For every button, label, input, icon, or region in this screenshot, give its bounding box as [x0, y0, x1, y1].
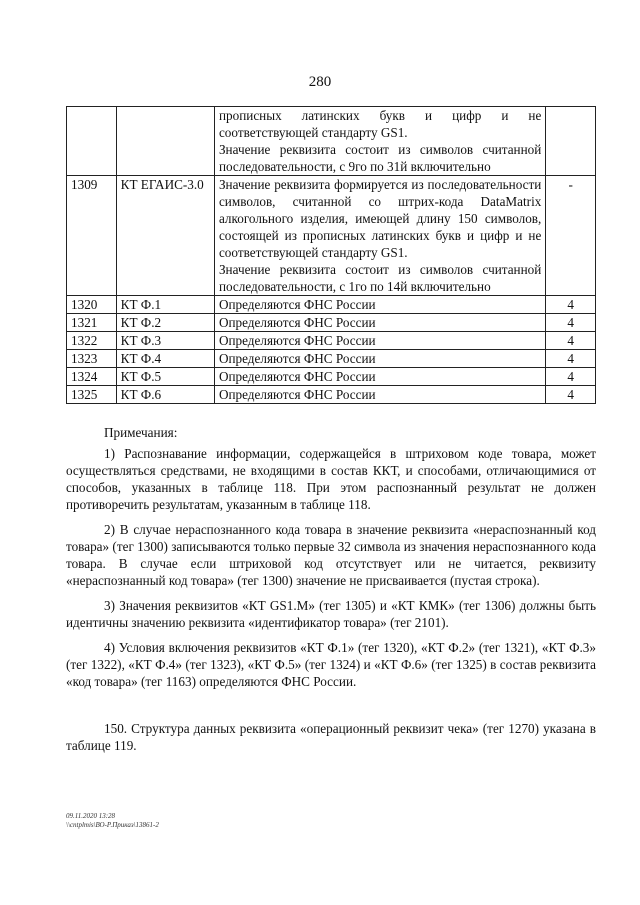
- cell-tag: 1324: [67, 368, 117, 386]
- table-row: [67, 332, 596, 350]
- notes-section: [66, 424, 596, 698]
- cell-description: [214, 350, 545, 368]
- footer-timestamp: 09.11.2020 13:28: [66, 812, 116, 820]
- footer-path: \\cntplmis\ВО-Р.Приказ\13861-2: [66, 821, 159, 829]
- cell-value: -: [546, 176, 596, 296]
- cell-tag: 1323: [67, 350, 117, 368]
- cell-description: [214, 296, 545, 314]
- table-row: [67, 296, 596, 314]
- description-paragraph: Определяются ФНС России: [218, 333, 376, 348]
- note-item: 1) Распознавание информации, содержащейся в штриховом коде товара, может осуществляться средствами, не входящими в состав ККТ, и способами, отличающимися от способов, указанных в таблице 118. При этом распознанный результат не должен противоречить результатам, указанным в таблице 118.: [66, 446, 596, 512]
- cell-value: 4: [546, 350, 596, 368]
- table-row: [67, 386, 596, 404]
- table-row: [67, 350, 596, 368]
- cell-description: [214, 332, 545, 350]
- table-row: [67, 176, 596, 296]
- cell-tag: 1325: [67, 386, 117, 404]
- document-footer: [66, 812, 159, 830]
- cell-name: КТ Ф.4: [116, 350, 214, 368]
- page-number: 280: [308, 74, 332, 90]
- description-paragraph: Определяются ФНС России: [218, 315, 376, 330]
- cell-description: [214, 176, 545, 296]
- description-paragraph: Определяются ФНС России: [218, 351, 376, 366]
- table-row: [67, 368, 596, 386]
- description-paragraph: Значение реквизита состоит из символов считанной последовательности, с 9го по 31й включительно: [218, 142, 542, 174]
- description-paragraph: Определяются ФНС России: [218, 369, 376, 384]
- cell-tag: 1309: [67, 176, 117, 296]
- cell-name: КТ Ф.1: [116, 296, 214, 314]
- cell-tag: 1322: [67, 332, 117, 350]
- description-paragraph: Значение реквизита состоит из символов считанной последовательности, с 1го по 14й включительно: [218, 262, 542, 294]
- cell-name: КТ Ф.5: [116, 368, 214, 386]
- cell-name: КТ ЕГАИС-3.0: [116, 176, 214, 296]
- cell-name: КТ Ф.2: [116, 314, 214, 332]
- table-row: [67, 107, 596, 176]
- item-150-text: 150. Структура данных реквизита «операционный реквизит чека» (тег 1270) указана в таблице 119.: [66, 721, 596, 753]
- cell-description: [214, 368, 545, 386]
- note-item: 2) В случае нераспознанного кода товара в значение реквизита «нераспознанный код товара» (тег 1300) записываются только первые 32 символа из значения нераспознанного кода товара. В случае если штриховой код отсутствует или не читается, реквизиту «нераспознанный код товара» (тег 1300) значение не присваивается (пустая строка).: [66, 522, 596, 588]
- table-row: [67, 314, 596, 332]
- note-item: 4) Условия включения реквизитов «КТ Ф.1» (тег 1320), «КТ Ф.2» (тег 1321), «КТ Ф.3» (тег 1322), «КТ Ф.4» (тег 1323), «КТ Ф.5» (тег 1324) и «КТ Ф.6» (тег 1325) в состав реквизита «код товара» (тег 1163) определяются ФНС России.: [66, 640, 596, 689]
- cell-tag: 1321: [67, 314, 117, 332]
- description-paragraph: Значение реквизита формируется из последовательности символов, считанной со штрих-кода DataMatrix алкогольного изделия, имеющей длину 150 символов, состоящей из прописных латинских букв и цифр и не соответствующей стандарту GS1.: [218, 177, 542, 260]
- description-paragraph: Определяются ФНС России: [218, 387, 376, 402]
- cell-description: [214, 386, 545, 404]
- cell-value: 4: [546, 332, 596, 350]
- cell-description: [214, 314, 545, 332]
- note-item: 3) Значения реквизитов «КТ GS1.M» (тег 1305) и «КТ КМК» (тег 1306) должны быть идентичны значению реквизита «идентификатор товара» (тег 2101).: [66, 598, 596, 630]
- requisites-table: [66, 106, 596, 404]
- cell-tag: 1320: [67, 296, 117, 314]
- cell-value: 4: [546, 368, 596, 386]
- cell-tag: [67, 107, 117, 176]
- item-150: [66, 720, 596, 754]
- cell-name: КТ Ф.3: [116, 332, 214, 350]
- cell-name: [116, 107, 214, 176]
- description-paragraph: прописных латинских букв и цифр и не соответствующей стандарту GS1.: [218, 108, 542, 140]
- cell-value: 4: [546, 314, 596, 332]
- cell-value: 4: [546, 296, 596, 314]
- cell-description: [214, 107, 545, 176]
- cell-name: КТ Ф.6: [116, 386, 214, 404]
- notes-heading: Примечания:: [104, 425, 178, 440]
- description-paragraph: Определяются ФНС России: [218, 297, 376, 312]
- cell-value: 4: [546, 386, 596, 404]
- cell-value: [546, 107, 596, 176]
